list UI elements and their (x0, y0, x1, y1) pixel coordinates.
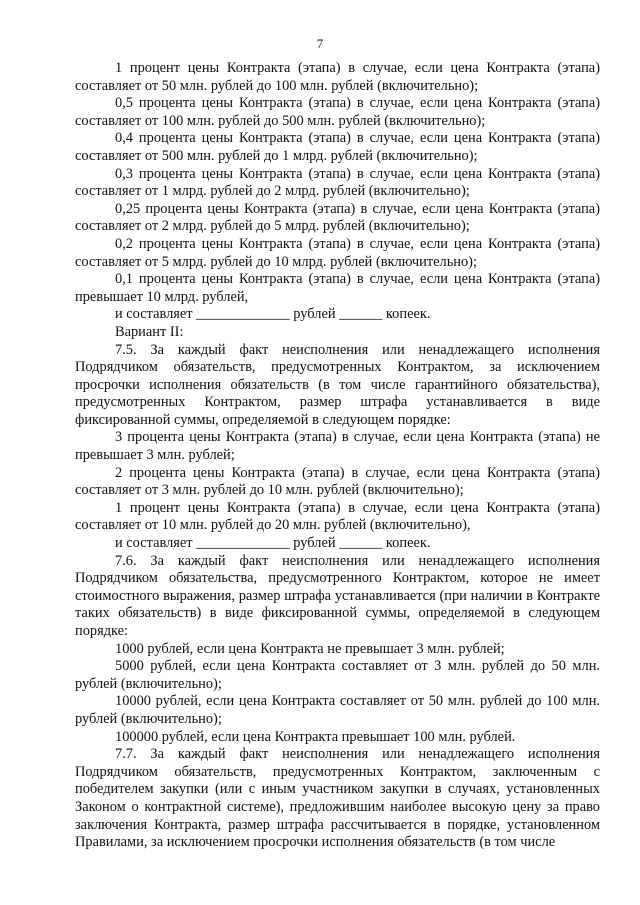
paragraph: 7.5. За каждый факт неисполнения или ненадлежащего исполнения Подрядчиком обязательств, предусмотренных Контрактом, за исключением просрочки исполнения обязательств (в том числе гарантийного обязательства), предусмотренных Контрактом, размер штрафа устанавливается в виде фиксированной суммы, определяемой в следующем порядке: (75, 341, 600, 428)
paragraph: 0,5 процента цены Контракта (этапа) в случае, если цена Контракта (этапа) составляет от 100 млн. рублей до 500 млн. рублей (включительно); (75, 95, 600, 129)
paragraph: и составляет _____________ рублей ______ копеек. (115, 535, 431, 552)
paragraph: 3 процента цены Контракта (этапа) в случае, если цена Контракта (этапа) не превышает 3 млн. рублей; (75, 429, 600, 464)
paragraph: 0,4 процента цены Контракта (этапа) в случае, если цена Контракта (этапа) составляет от 500 млн. рублей до 1 млрд. рублей (включительно); (75, 130, 600, 164)
paragraph: 0,2 процента цены Контракта (этапа) в случае, если цена Контракта (этапа) составляет от 5 млрд. рублей до 10 млрд. рублей (включительно); (75, 235, 600, 270)
paragraph: 0,3 процента цены Контракта (этапа) в случае, если цена Контракта (этапа) составляет от 1 млрд. рублей до 2 млрд. рублей (включительно); (75, 165, 600, 200)
paragraph: 7.6. За каждый факт неисполнения или ненадлежащего исполнения Подрядчиком обязательства, предусмотренного Контрактом, которое не имеет стоимостного выражения, размер штрафа устанавливается (при наличии в Контракте таких обязательств) в виде фиксированной суммы, определяемой в следующем порядке: (75, 552, 600, 639)
paragraph: 0,1 процента цены Контракта (этапа) в случае, если цена Контракта (этапа) превышает 10 млрд. рублей, (75, 271, 600, 305)
paragraph: 5000 рублей, если цена Контракта составляет от 3 млн. рублей до 50 млн. рублей (включительно); (75, 658, 600, 692)
paragraph: 2 процента цены Контракта (этапа) в случае, если цена Контракта (этапа) составляет от 3 млн. рублей до 10 млн. рублей (включительно); (75, 464, 600, 499)
document-body (75, 60, 600, 852)
paragraph: 10000 рублей, если цена Контракта составляет от 50 млн. рублей до 100 млн. рублей (включительно); (75, 693, 600, 727)
page-number: 7 (316, 37, 324, 51)
paragraph: и составляет _____________ рублей ______ копеек. (115, 306, 431, 323)
paragraph: 100000 рублей, если цена Контракта превышает 100 млн. рублей. (115, 728, 516, 745)
paragraph: 1 процент цены Контракта (этапа) в случае, если цена Контракта (этапа) составляет от 50 млн. рублей до 100 млн. рублей (включительно); (75, 60, 600, 94)
paragraph: 1 процент цены Контракта (этапа) в случае, если цена Контракта (этапа) составляет от 10 млн. рублей до 20 млн. рублей (включительно), (75, 499, 600, 534)
paragraph: 0,25 процента цены Контракта (этапа) в случае, если цена Контракта (этапа) составляет от 2 млрд. рублей до 5 млрд. рублей (включительно); (75, 200, 600, 235)
paragraph: 1000 рублей, если цена Контракта не превышает 3 млн. рублей; (115, 640, 505, 657)
paragraph: Вариант II: (115, 323, 184, 340)
paragraph: 7.7. За каждый факт неисполнения или ненадлежащего исполнения Подрядчиком обязательств, предусмотренных Контрактом, заключенным с победителем закупки (или с иным участником закупки в случаях, установленных Законом о контрактной системе), предложившим наиболее высокую цену за право заключения Контракта, размер штрафа рассчитывается в порядке, установленном Правилами, за исключением просрочки исполнения обязательств (в том числе (75, 746, 600, 851)
